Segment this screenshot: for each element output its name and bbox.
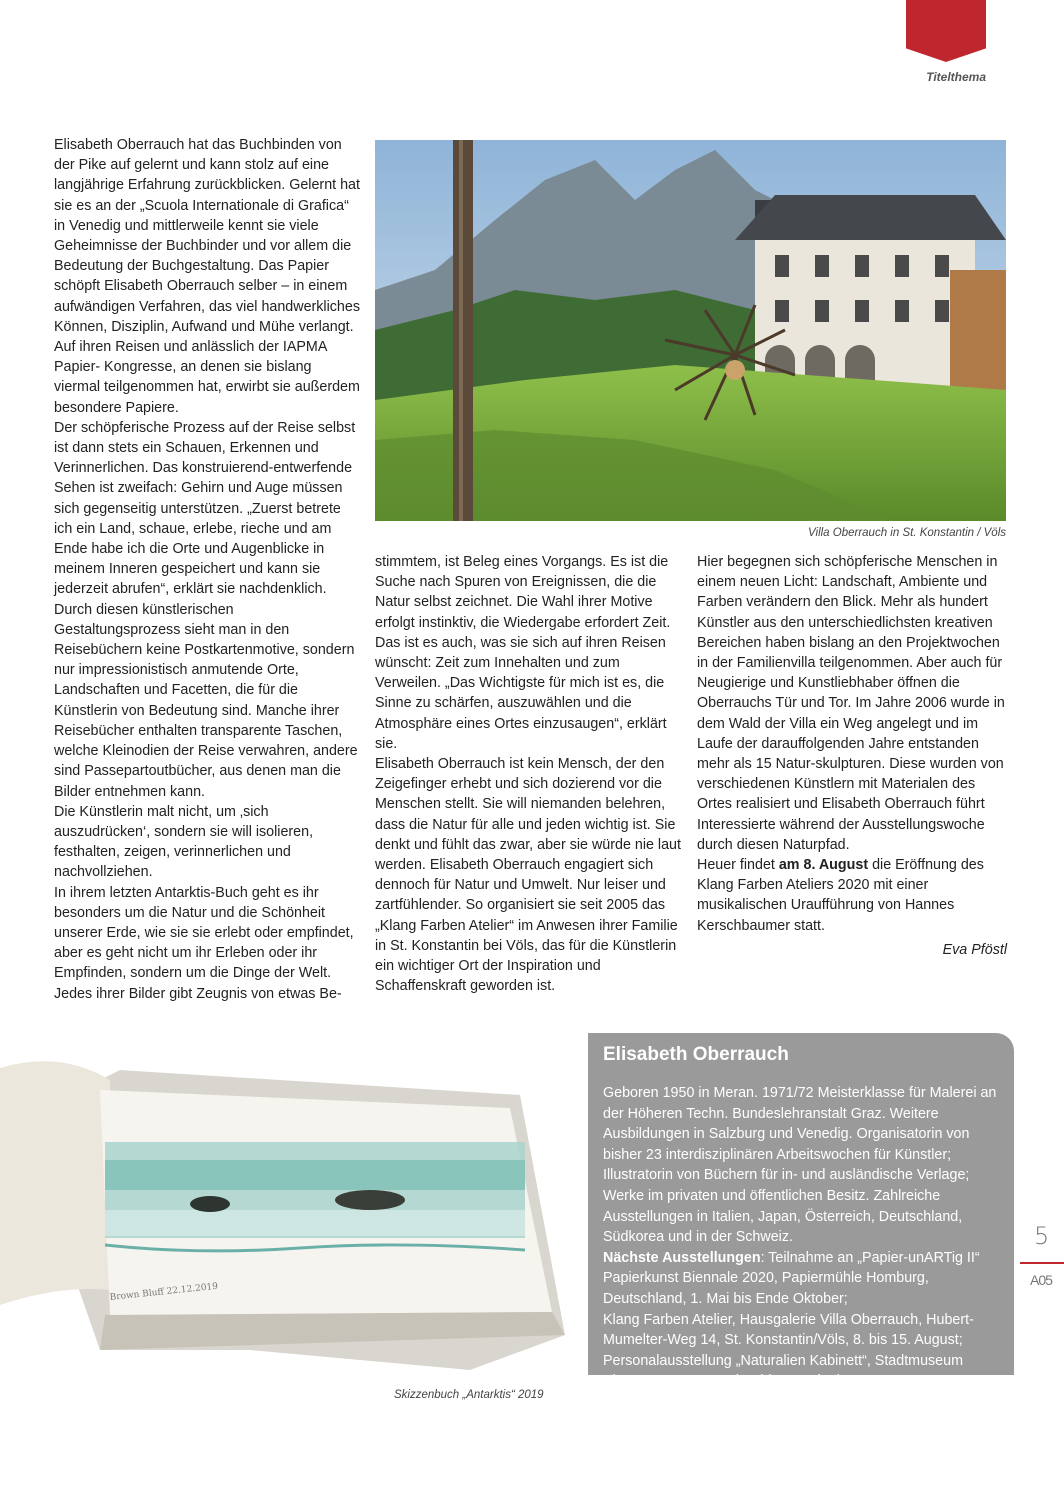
sketchbook-photo — [0, 1050, 570, 1390]
artist-info-box — [588, 1033, 1014, 1390]
paragraph: Der schöpferische Prozess auf der Reise selbst ist dann stets ein Schauen, Erkennen und Verinnerlichen. Das konstruierend-entwerfende Sehen ist zweifach: Gehirn und Auge müssen sich gegenseitig unterstützen. „Zuerst betrete ich ein Land, schaue, erlebe, rieche und am Ende habe ich die Orte und Augenblicke in meinem Inneren gespeichert und kann sie jederzeit abrufen“, erklärt sie nachdenklich. Durch diesen künstlerischen Gestaltungsprozess sieht man in den Reisebüchern keine Postkartenmotive, sondern nur impressionistisch anmutende Orte, Landschaften und Facetten, die für die Künstlerin von Bedeutung sind. Manche ihrer Reisebücher enthalten transparente Taschen, welche Kleinodien der Reise verwahren, andere sind Passepartoutbücher, aus denen man die Bilder entnehmen kann. — [54, 419, 358, 800]
article-column-2 — [375, 552, 685, 996]
info-box-exhibitions: Nächste Ausstellungen: Teilnahme an „Papier-unARTig II“ Papierkunst Biennale 2020, Papiermühle Homburg, Deutschland, 1. Mai bis Ende Oktober; — [603, 1249, 980, 1307]
page-number: 5 — [1034, 1222, 1050, 1250]
exhibitions-label: Nächste Ausstellungen — [603, 1249, 761, 1266]
info-box-exhibition-2: Klang Farben Atelier, Hausgalerie Villa Oberrauch, Hubert-Mumelter-Weg 14, St. Konstantin/Völs, 8. bis 15. August; — [603, 1311, 974, 1349]
paragraph: Heuer findet am 8. August die Eröffnung des Klang Farben Ateliers 2020 mit einer musikalischen Uraufführung von Hannes Kerschbaumer statt. — [697, 857, 984, 934]
issue-code: A05 — [1030, 1272, 1052, 1288]
info-box-exhibition-3: Personalausstellung „Naturalien Kabinett“, Stadtmuseum Klausen, 25. September bis 31. Oktober — [603, 1352, 963, 1390]
section-label: Titelthema — [926, 70, 986, 84]
paragraph: Hier begegnen sich schöpferische Menschen in einem neuen Licht: Landschaft, Ambiente und Farben verändern den Blick. Mehr als hundert Künstler aus den unterschiedlichsten kreativen Bereichen haben bislang an den Projektwochen in der Familienvilla teilgenommen. Aber auch für Neugierige und Kunstliebhaber öffnen die Oberrauchs Tür und Tor. Im Jahre 2006 wurde in dem Wald der Villa ein Weg angelegt und im Laufe der darauffolgenden Jahre entstanden mehr als 15 Natur-skulpturen. Diese wurden von verschiedenen Künstlern mit Materialen des Ortes realisiert und Elisabeth Oberrauch führt Interessierte während der Ausstellungswoche durch diesen Naturpfad. — [697, 554, 1005, 853]
book-inscription: Brown Bluff 22.12.2019 — [109, 1281, 219, 1303]
paragraph: Elisabeth Oberrauch hat das Buchbinden von der Pike auf gelernt und kann stolz auf eine langjährige Erfahrung zurückblicken. Gelernt hat sie es an der „Scuola Internationale di Grafica“ in Venedig und mittlerweile kennt sie viele Geheimnisse der Buchbinder und vor allem die Bedeutung der Buchgestaltung. Das Papier schöpft Elisabeth Oberrauch selber – in einem aufwändigen Verfahren, das viel handwerkliches Können, Disziplin, Aufwand und Mühe verlangt. Auf ihren Reisen und anlässlich der IAPMA Papier- Kongresse, an denen sie bislang viermal teilgenommen hat, erwirbt sie außerdem besondere Papiere. — [54, 137, 360, 416]
paragraph: In ihrem letzten Antarktis-Buch geht es ihr besonders um die Natur und die Schönheit unserer Erde, wie sie sie erlebt oder empfindet, aber es geht nicht um ihr Erleben oder ihr Empfinden, sondern um die Dinge der Welt. Jedes ihrer Bilder gibt Zeugnis von etwas Be- — [54, 884, 354, 1002]
page-number-rule — [1020, 1262, 1064, 1264]
event-date: am 8. August — [778, 857, 869, 874]
article-column-1 — [54, 135, 360, 1004]
villa-photo — [375, 140, 1006, 521]
info-box-bio: Geboren 1950 in Meran. 1971/72 Meisterklasse für Malerei an der Höheren Techn. Bundeslehranstalt Graz. Weitere Ausbildungen in Salzburg und Venedig. Organisatorin von bisher 23 interdisziplinären Arbeitswochen für Künstler; Illustratorin von Büchern für in- und ausländische Verlage; Werke im privaten und öffentlichen Besitz. Zahlreiche Ausstellungen in Italien, Japan, Österreich, Deutschland, Südkorea und in der Schweiz. — [603, 1085, 997, 1246]
author-byline: Eva Pföstl — [942, 941, 1007, 958]
section-tab-marker — [906, 0, 986, 62]
paragraph: Die Künstlerin malt nicht, um ‚sich auszudrücken‘, sondern sie will isolieren, festhalten, zeigen, verinnerlichen und nachvollziehen. — [54, 803, 314, 881]
article-column-3 — [697, 552, 1007, 960]
paragraph: stimmtem, ist Beleg eines Vorgangs. Es ist die Suche nach Spuren von Ereignissen, die die Natur selbst zeichnet. Die Wahl ihrer Motive erfolgt instinktiv, die Wiedergabe erfordert Zeit. Das ist es auch, was sie sich auf ihren Reisen wünscht: Zeit zum Innehalten und zum Verweilen. „Das Wichtigste für mich ist es, die Sinne zu schärfen, auszuwählen und die Atmosphäre eines Ortes einzusaugen“, erklärt sie. — [375, 554, 671, 752]
sketchbook-photo-caption: Skizzenbuch „Antarktis“ 2019 — [394, 1389, 544, 1401]
paragraph: Elisabeth Oberrauch ist kein Mensch, der den Zeigefinger erhebt und sich dozierend vor die Menschen stellt. Sie will niemanden belehren, dass die Natur für alle und jeden wichtig ist. Sie denkt und fühlt das zwar, aber sie würde nie laut werden. Elisabeth Oberrauch engagiert sich dennoch für Natur und Umwelt. Nur leiser und zartfühlender. So organisiert sie seit 2005 das „Klang Farben Atelier“ im Anwesen ihrer Familie in St. Konstantin bei Völs, das für die Künstlerin ein wichtiger Ort der Inspiration und Schaffenskraft geworden ist. — [375, 756, 681, 995]
info-box-title: Elisabeth Oberrauch — [603, 1044, 789, 1065]
villa-photo-caption: Villa Oberrauch in St. Konstantin / Völs — [808, 527, 1006, 539]
